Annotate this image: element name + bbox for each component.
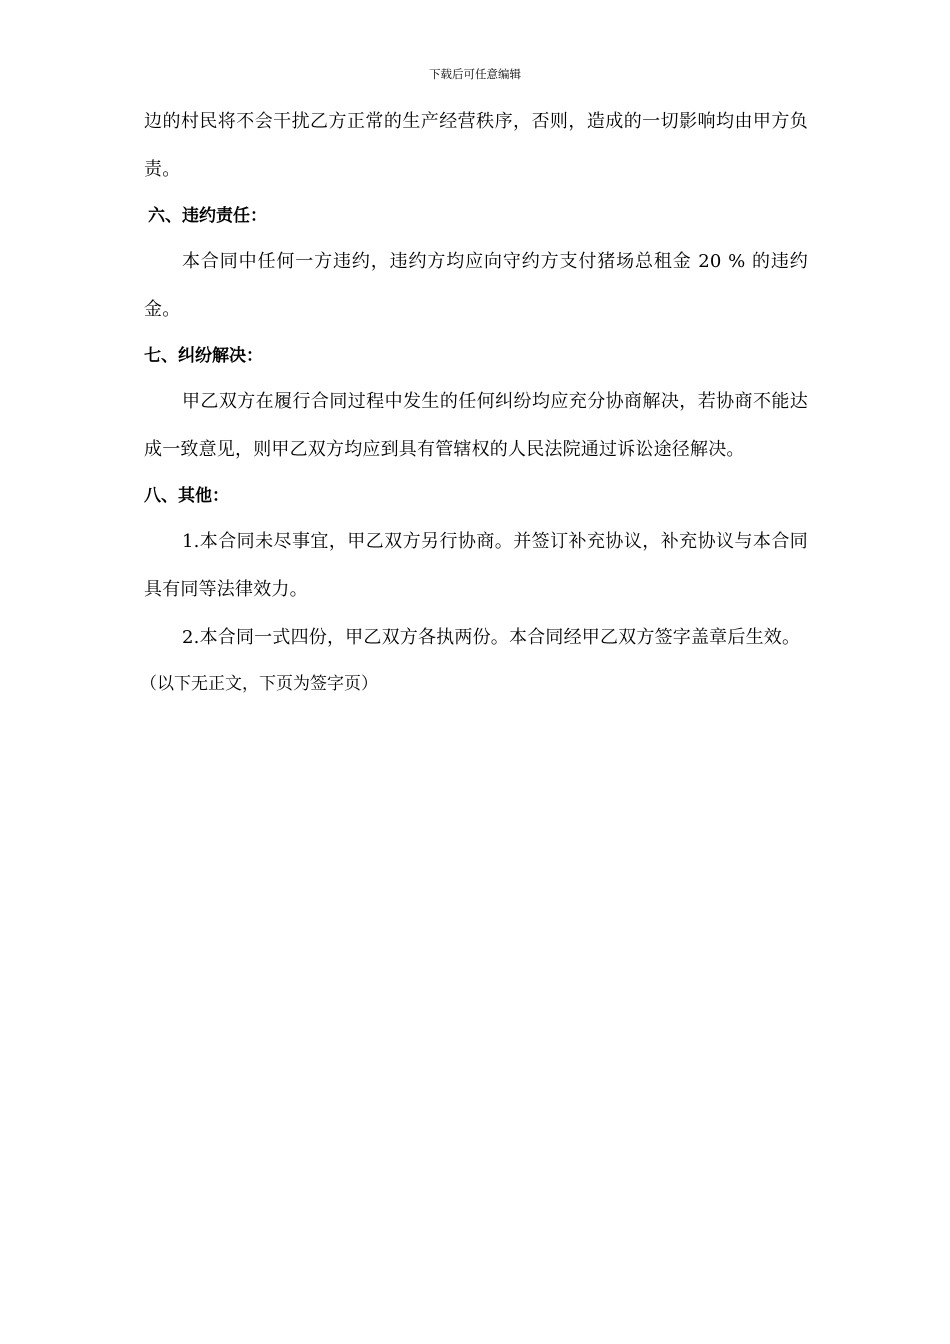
closing-note: （以下无正文，下页为签字页） xyxy=(140,674,378,694)
section-7-heading: 七、纠纷解决： xyxy=(144,346,263,366)
section-8-item-2: 2.本合同一式四份，甲乙双方各执两份。本合同经甲乙双方签字盖章后生效。 xyxy=(182,627,801,648)
paragraph-continuation: 边的村民将不会干扰乙方正常的生产经营秩序，否则，造成的一切影响均由甲方负责。 xyxy=(144,111,808,180)
section-8-item-1: 1.本合同未尽事宜，甲乙双方另行协商。并签订补充协议，补充协议与本合同具有同等法律效力。 xyxy=(144,531,808,600)
section-6-heading: 六、违约责任： xyxy=(148,206,267,226)
document-body xyxy=(140,98,808,706)
section-8-heading: 八、其他： xyxy=(144,486,229,506)
page-header-note: 下载后可任意编辑 xyxy=(429,67,521,81)
section-7-text: 甲乙双方在履行合同过程中发生的任何纠纷均应充分协商解决，若协商不能达成一致意见，则甲乙双方均应到具有管辖权的人民法院通过诉讼途径解决。 xyxy=(144,391,808,460)
section-6-text: 本合同中任何一方违约，违约方均应向守约方支付猪场总租金 20 % 的违约金。 xyxy=(144,251,808,320)
